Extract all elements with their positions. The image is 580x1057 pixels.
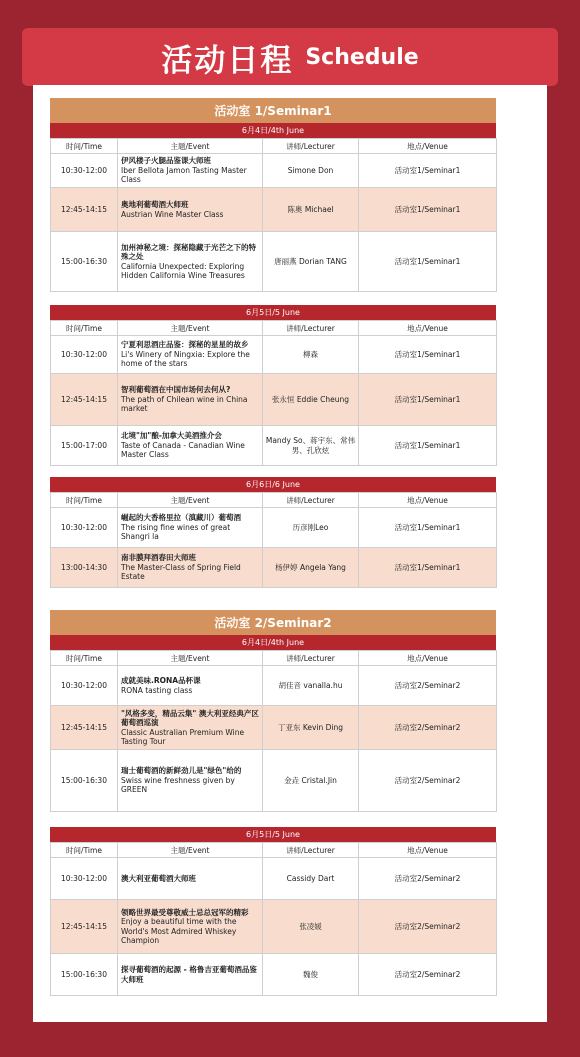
event-zh: 南非膜拜酒春田大师班 bbox=[121, 553, 196, 563]
row-event bbox=[118, 232, 263, 292]
col-lecturer: 讲师/Lecturer bbox=[263, 321, 359, 336]
row-event bbox=[118, 548, 263, 588]
col-event: 主题/Event bbox=[118, 493, 263, 508]
schedule-table bbox=[50, 320, 497, 466]
table-row bbox=[51, 188, 497, 232]
event-zh: 领略世界最受尊敬威士忌总冠军的精彩 bbox=[121, 907, 249, 917]
event-en: Swiss wine freshness given by GREEN bbox=[121, 775, 235, 795]
date-bar: 6月4日/4th June bbox=[50, 635, 496, 650]
col-time: 时间/Time bbox=[51, 493, 118, 508]
row-event bbox=[118, 154, 263, 188]
table-header-row bbox=[51, 493, 497, 508]
table-header-row bbox=[51, 651, 497, 666]
row-venue: 活动室1/Seminar1 bbox=[359, 508, 497, 548]
row-lecturer: Mandy So、蒋宇东、常伟男、孔欣炫 bbox=[263, 426, 359, 466]
col-event: 主题/Event bbox=[118, 139, 263, 154]
event-en: Enjoy a beautiful time with the World's Most Admired Whiskey Champion bbox=[121, 917, 237, 945]
date-bar: 6月5日/5 June bbox=[50, 305, 496, 320]
col-time: 时间/Time bbox=[51, 843, 118, 858]
row-venue: 活动室2/Seminar2 bbox=[359, 900, 497, 954]
table-row bbox=[51, 426, 497, 466]
col-lecturer: 讲师/Lecturer bbox=[263, 139, 359, 154]
seminar2-title: 活动室 2/Seminar2 bbox=[50, 610, 496, 635]
row-lecturer: 金垚 Cristal.Jin bbox=[263, 750, 359, 812]
row-venue: 活动室2/Seminar2 bbox=[359, 706, 497, 750]
table-row bbox=[51, 232, 497, 292]
schedule-table bbox=[50, 492, 497, 588]
row-venue: 活动室1/Seminar1 bbox=[359, 154, 497, 188]
table-header-row bbox=[51, 321, 497, 336]
row-lecturer: 柳森 bbox=[263, 336, 359, 374]
event-zh: 北境"加"酿-加拿大美酒推介会 bbox=[121, 431, 222, 441]
row-lecturer: Simone Don bbox=[263, 154, 359, 188]
row-venue: 活动室1/Seminar1 bbox=[359, 188, 497, 232]
col-time: 时间/Time bbox=[51, 321, 118, 336]
row-venue: 活动室1/Seminar1 bbox=[359, 336, 497, 374]
seminar1-day1-block bbox=[50, 98, 496, 292]
seminar1-title: 活动室 1/Seminar1 bbox=[50, 98, 496, 123]
event-en: California Unexpected: Exploring Hidden California Wine Treasures bbox=[121, 261, 245, 280]
col-lecturer: 讲师/Lecturer bbox=[263, 493, 359, 508]
table-row bbox=[51, 666, 497, 706]
table-row bbox=[51, 706, 497, 750]
table-header-row bbox=[51, 139, 497, 154]
col-venue: 地点/Venue bbox=[359, 843, 497, 858]
header-band bbox=[22, 28, 558, 86]
row-venue: 活动室2/Seminar2 bbox=[359, 858, 497, 900]
row-time: 12:45-14:15 bbox=[51, 900, 118, 954]
col-venue: 地点/Venue bbox=[359, 321, 497, 336]
row-event bbox=[118, 858, 263, 900]
schedule-table bbox=[50, 138, 497, 292]
row-time: 12:45-14:15 bbox=[51, 374, 118, 426]
event-en: RONA tasting class bbox=[121, 685, 193, 695]
row-event bbox=[118, 666, 263, 706]
row-time: 15:00-16:30 bbox=[51, 750, 118, 812]
row-lecturer: 唐丽燕 Dorian TANG bbox=[263, 232, 359, 292]
row-time: 10:30-12:00 bbox=[51, 666, 118, 706]
row-lecturer: Cassidy Dart bbox=[263, 858, 359, 900]
event-zh: 成就美味.RONA品杯课 bbox=[121, 676, 201, 686]
row-lecturer: 陈奥 Michael bbox=[263, 188, 359, 232]
row-event bbox=[118, 188, 263, 232]
row-lecturer: 历彦刚Leo bbox=[263, 508, 359, 548]
table-row bbox=[51, 548, 497, 588]
table-row bbox=[51, 508, 497, 548]
event-en: Li's Winery of Ningxia: Explore the home of the stars bbox=[121, 349, 250, 369]
table-row bbox=[51, 750, 497, 812]
row-venue: 活动室2/Seminar2 bbox=[359, 750, 497, 812]
event-en: Austrian Wine Master Class bbox=[121, 209, 224, 219]
row-time: 10:30-12:00 bbox=[51, 508, 118, 548]
seminar1-day3-block bbox=[50, 477, 496, 588]
seminar1-day2-block bbox=[50, 305, 496, 466]
row-time: 10:30-12:00 bbox=[51, 154, 118, 188]
date-bar: 6月6日/6 June bbox=[50, 477, 496, 492]
event-en: The path of Chilean wine in China market bbox=[121, 394, 248, 414]
col-venue: 地点/Venue bbox=[359, 651, 497, 666]
row-venue: 活动室1/Seminar1 bbox=[359, 374, 497, 426]
col-time: 时间/Time bbox=[51, 651, 118, 666]
event-zh: 探寻葡萄酒的起源 - 格鲁吉亚葡萄酒品鉴大师班 bbox=[121, 965, 257, 984]
row-venue: 活动室1/Seminar1 bbox=[359, 426, 497, 466]
event-en: Classic Australian Premium Wine Tasting Tour bbox=[121, 727, 245, 746]
table-row bbox=[51, 336, 497, 374]
table-row bbox=[51, 954, 497, 996]
date-bar: 6月5日/5 June bbox=[50, 827, 496, 842]
col-time: 时间/Time bbox=[51, 139, 118, 154]
page-title-zh: 活动日程 bbox=[161, 42, 294, 79]
row-lecturer: 张永恒 Eddie Cheung bbox=[263, 374, 359, 426]
row-time: 13:00-14:30 bbox=[51, 548, 118, 588]
row-time: 15:00-16:30 bbox=[51, 954, 118, 996]
seminar2-day2-block bbox=[50, 827, 496, 996]
row-event bbox=[118, 336, 263, 374]
row-event bbox=[118, 954, 263, 996]
table-row bbox=[51, 900, 497, 954]
event-zh: 澳大利亚葡萄酒大师班 bbox=[121, 873, 196, 883]
row-event bbox=[118, 900, 263, 954]
row-venue: 活动室1/Seminar1 bbox=[359, 232, 497, 292]
table-row bbox=[51, 858, 497, 900]
event-zh: 宁夏利思酒庄品鉴：探秘的星星的故乡 bbox=[121, 340, 249, 350]
row-event bbox=[118, 374, 263, 426]
row-time: 12:45-14:15 bbox=[51, 188, 118, 232]
col-venue: 地点/Venue bbox=[359, 493, 497, 508]
col-event: 主题/Event bbox=[118, 843, 263, 858]
row-lecturer: 杨伊婷 Angela Yang bbox=[263, 548, 359, 588]
event-zh: 伊风楼子火腿品鉴课大师班 bbox=[121, 156, 211, 166]
row-venue: 活动室2/Seminar2 bbox=[359, 666, 497, 706]
event-zh: 加州神秘之境：探秘隐藏于光芒之下的特殊之处 bbox=[121, 242, 256, 262]
event-zh: 奥地利葡萄酒大师班 bbox=[121, 200, 189, 210]
table-header-row bbox=[51, 843, 497, 858]
event-en: The Master-Class of Spring Field Estate bbox=[121, 562, 241, 582]
page-title-en: Schedule bbox=[305, 44, 419, 70]
schedule-table bbox=[50, 650, 497, 812]
row-lecturer: 张凌媛 bbox=[263, 900, 359, 954]
row-time: 10:30-12:00 bbox=[51, 858, 118, 900]
row-event bbox=[118, 706, 263, 750]
row-venue: 活动室2/Seminar2 bbox=[359, 954, 497, 996]
row-event bbox=[118, 508, 263, 548]
row-time: 15:00-16:30 bbox=[51, 232, 118, 292]
col-event: 主题/Event bbox=[118, 651, 263, 666]
table-row bbox=[51, 154, 497, 188]
event-zh: 瑞士葡萄酒的新鲜劲儿是"绿色"给的 bbox=[121, 766, 242, 776]
event-en: Iber Bellota Jamon Tasting Master Class bbox=[121, 165, 247, 185]
event-en: Taste of Canada - Canadian Wine Master Class bbox=[121, 440, 245, 460]
col-lecturer: 讲师/Lecturer bbox=[263, 651, 359, 666]
seminar2-day1-block bbox=[50, 610, 496, 812]
row-time: 15:00-17:00 bbox=[51, 426, 118, 466]
col-event: 主题/Event bbox=[118, 321, 263, 336]
event-en: The rising fine wines of great Shangri la bbox=[121, 522, 231, 542]
date-bar: 6月4日/4th June bbox=[50, 123, 496, 138]
col-lecturer: 讲师/Lecturer bbox=[263, 843, 359, 858]
row-event bbox=[118, 750, 263, 812]
row-lecturer: 胡佳音 vanalla.hu bbox=[263, 666, 359, 706]
row-venue: 活动室1/Seminar1 bbox=[359, 548, 497, 588]
event-zh: 智利葡萄酒在中国市场何去何从? bbox=[121, 385, 231, 395]
row-lecturer: 丁亚东 Kevin Ding bbox=[263, 706, 359, 750]
row-time: 12:45-14:15 bbox=[51, 706, 118, 750]
row-event bbox=[118, 426, 263, 466]
event-zh: 崛起的大香格里拉（滇藏川）葡萄酒 bbox=[121, 513, 241, 523]
schedule-table bbox=[50, 842, 497, 996]
row-time: 10:30-12:00 bbox=[51, 336, 118, 374]
row-lecturer: 魏俊 bbox=[263, 954, 359, 996]
table-row bbox=[51, 374, 497, 426]
col-venue: 地点/Venue bbox=[359, 139, 497, 154]
event-zh: "风格多变，精品云集" 澳大利亚经典产区葡萄酒巡演 bbox=[121, 708, 259, 728]
